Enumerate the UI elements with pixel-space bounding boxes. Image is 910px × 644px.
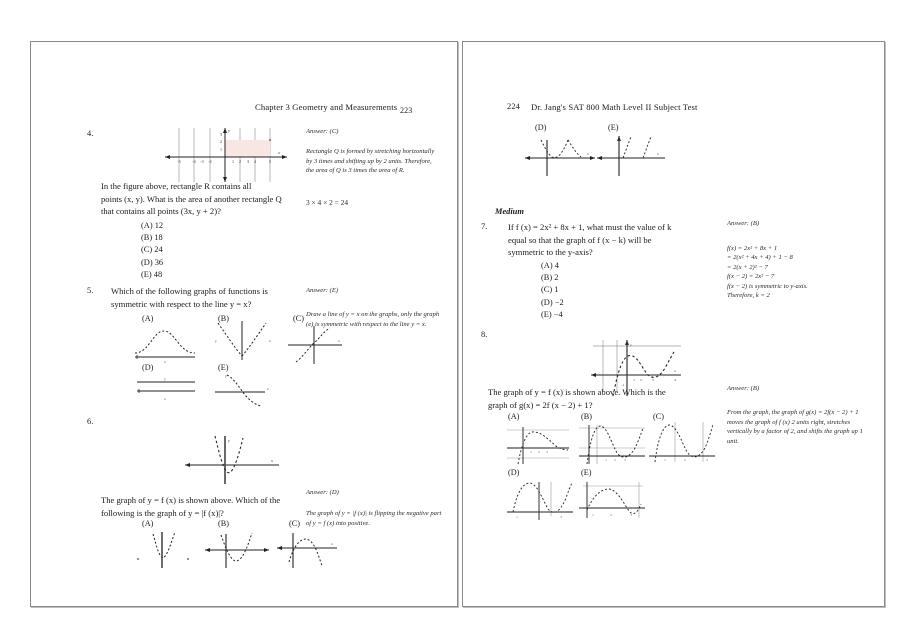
svg-text:x: x [338,339,340,343]
work-line-6: Therefore, k = 2 [727,292,770,300]
svg-text:1: 1 [592,513,594,517]
svg-text:1: 1 [516,515,518,519]
svg-text:x: x [267,387,269,391]
svg-text:4: 4 [254,159,256,164]
svg-text:x: x [587,152,589,156]
svg-text:1: 1 [530,450,532,454]
work-line-3: = 2(x + 2)² − 7 [727,263,768,271]
question-6-explanation: The graph of y = |f (x)| is flipping the negative part of y = f (x) into positive. [306,510,442,527]
choice-c[interactable]: (C) 24 [141,245,163,255]
question-8-stem-line-1: The graph of y = f (x) is shown above. Which is the [488,387,666,397]
question-8-choice-a-label[interactable]: (A) [508,412,520,421]
question-4-stem-line-2: points (x, y). What is the area of another rectangle Q [101,193,282,204]
left-page [30,41,458,607]
question-5-stem-line-1: Which of the following graphs of functions is [111,286,268,296]
choice-a[interactable]: (A) 4 [541,261,559,270]
question-5-choice-a-label[interactable]: (A) [142,314,154,323]
svg-text:3: 3 [560,515,562,519]
work-line-2: = 2(x² + 4x + 4) + 1 − 8 [727,254,793,262]
question-5-choice-a-figure [131,323,201,363]
question-8-answer: Answer: (B) [727,385,760,392]
question-5-choice-c-label[interactable]: (C) [293,314,304,323]
svg-text:2: 2 [239,159,241,164]
question-5-choice-d-label[interactable]: (D) [142,363,154,372]
question-7-stem-line-2: equal so that the graph of f (x − k) will be [508,234,652,245]
question-7-stem-line-3: symmetric to the y-axis? [508,247,593,258]
svg-text:-5: -5 [177,159,181,164]
question-8-choice-c-label[interactable]: (C) [653,412,664,421]
work-line-4: f(x − 2) = 2x² − 7 [727,273,775,281]
svg-text:3: 3 [652,378,654,382]
question-8-number: 8. [481,330,488,339]
question-5-choice-d-figure [131,372,201,406]
svg-text:2: 2 [220,139,222,144]
work-line-5: f(x − 2) is symmetric to y-axis. [727,282,808,290]
question-4-number: 4. [87,129,94,138]
question-6-choice-a-figure [126,528,206,572]
svg-text:y: y [215,339,217,343]
question-5-stem-line-2: symmetric with respect to the line y = x? [111,298,252,309]
choice-c[interactable]: (C) 1 [541,285,559,295]
choice-b[interactable]: (B) 2 [541,273,559,283]
question-5-choice-e-figure [209,372,279,410]
question-4-answer: Answer: (C) [306,128,339,135]
question-7-choices [541,260,564,321]
question-7-stem [508,221,748,259]
section-heading-medium: Medium [495,207,524,216]
svg-text:y: y [225,374,227,378]
question-6-choice-e-figure [593,130,679,180]
question-6-choice-a-label[interactable]: (A) [142,519,154,528]
choice-d[interactable]: (D) 36 [141,257,164,267]
question-8-choice-b-figure [573,420,653,468]
right-page-number: 224 [507,102,521,111]
question-8-stem-line-2: graph of g(x) = 2f (x − 2) + 1? [488,399,593,410]
svg-text:5: 5 [269,159,271,164]
svg-text:1: 1 [232,159,234,164]
question-4-stem-line-1: In the figure above, rectangle R contains all [101,181,252,191]
svg-text:-1: -1 [621,383,625,387]
question-8-explanation: From the graph, the graph of g(x) = 2f(x − 2) + 1 moves the graph of f (x) 2 units right, stretches vertically by a factor of 2, and shifts the graph up 1 unit. [727,409,863,445]
svg-text:3: 3 [220,132,222,137]
svg-text:x: x [271,458,273,463]
right-page [462,41,885,607]
question-6-stem-line-2: following is the graph of y = |f (x)|? [101,507,224,518]
question-5-choice-c-figure [284,323,350,367]
question-7-number: 7. [481,222,488,231]
svg-text:3: 3 [247,159,249,164]
svg-text:1: 1 [220,147,222,152]
question-6-choice-d-label[interactable]: (D) [535,123,547,132]
svg-text:2: 2 [684,458,686,462]
svg-text:-4: -4 [192,159,196,164]
question-6-choice-c-figure [271,528,351,572]
question-4-stem-line-3: that contains all points (3x, y + 2)? [101,206,221,217]
svg-text:3: 3 [546,450,548,454]
svg-text:-3: -3 [200,159,204,164]
choice-e[interactable]: (E) 48 [141,269,163,279]
svg-text:1: 1 [633,378,635,382]
question-6-choice-b-label[interactable]: (B) [218,519,229,528]
choice-d[interactable]: (D) −2 [541,297,564,307]
choice-b[interactable]: (B) 18 [141,233,163,243]
svg-text:x: x [657,152,659,156]
question-8-choice-d-figure [501,478,581,524]
left-page-number: 223 [400,106,413,115]
question-5-explanation: Draw a line of y = x on the graphs, only the graph (e) is symmetric with respect to the line y = x. [306,311,440,328]
svg-text:x: x [331,542,333,546]
svg-text:x: x [674,369,676,373]
question-4-explanation: Rectangle Q is formed by stretching horizontally by 3 times and shifting up by 2 units. Therefore, the area of Q is 3 times the area of R. [306,148,435,175]
svg-text:2: 2 [640,378,642,382]
question-5-choice-e-label[interactable]: (E) [218,363,229,372]
svg-text:4: 4 [674,378,676,382]
svg-text:x: x [269,339,271,343]
question-5-choice-b-label[interactable]: (B) [218,314,229,323]
svg-text:2: 2 [538,450,540,454]
question-6-stem-line-1: The graph of y = f (x) is shown above. Which of the [101,495,281,505]
question-5-number: 5. [87,286,94,295]
question-8-choice-d-label[interactable]: (D) [508,468,520,477]
svg-text:1: 1 [664,458,666,462]
question-6-answer: Answer: (D) [306,489,339,496]
question-4-stem [101,180,341,218]
question-8-choice-e-figure [573,478,653,524]
question-7-stem-line-1: If f (x) = 2x² + 8x + 1, what must the value of k [508,222,672,232]
svg-text:2: 2 [538,515,540,519]
question-8-stem [488,386,738,411]
svg-text:x: x [278,150,280,155]
question-5-answer: Answer: (E) [306,287,339,294]
question-6-figure [179,432,289,488]
question-8-choice-e-label[interactable]: (E) [581,468,592,477]
svg-text:y: y [630,343,632,347]
svg-text:3: 3 [624,458,626,462]
svg-text:y: y [164,377,166,381]
svg-text:x: x [164,397,166,401]
question-4-choices [141,220,163,281]
choice-e[interactable]: (E) −4 [541,309,563,319]
svg-text:2: 2 [614,458,616,462]
svg-text:1: 1 [605,458,607,462]
question-6-number: 6. [87,417,94,426]
question-6-choice-b-figure [199,528,279,572]
svg-text:3: 3 [630,513,632,517]
work-line-1: f(x) = 2x² + 8x + 1 [727,245,778,252]
svg-text:y: y [228,438,230,443]
left-page-running-head: Chapter 3 Geometry and Measurements [255,102,398,112]
question-4-figure [161,124,301,186]
svg-text:x: x [164,360,166,363]
question-7-work [727,244,877,300]
question-5-choice-b-figure [209,318,279,364]
svg-text:2: 2 [610,513,612,517]
question-8-choice-c-figure [645,418,723,468]
question-6-choice-e-label[interactable]: (E) [608,123,619,132]
question-8-choice-a-figure [501,422,577,468]
question-4-work: 3 × 4 × 2 = 24 [306,198,349,207]
svg-text:-2: -2 [208,159,212,164]
svg-text:3: 3 [706,458,708,462]
question-6-choice-c-label[interactable]: (C) [289,519,300,528]
right-page-running-head: Dr. Jang's SAT 800 Math Level II Subject Test [531,102,698,112]
choice-a[interactable]: (A) 12 [141,221,164,230]
question-8-choice-b-label[interactable]: (B) [581,412,592,421]
question-7-answer: Answer: (B) [727,220,760,227]
svg-text:y: y [228,128,230,133]
